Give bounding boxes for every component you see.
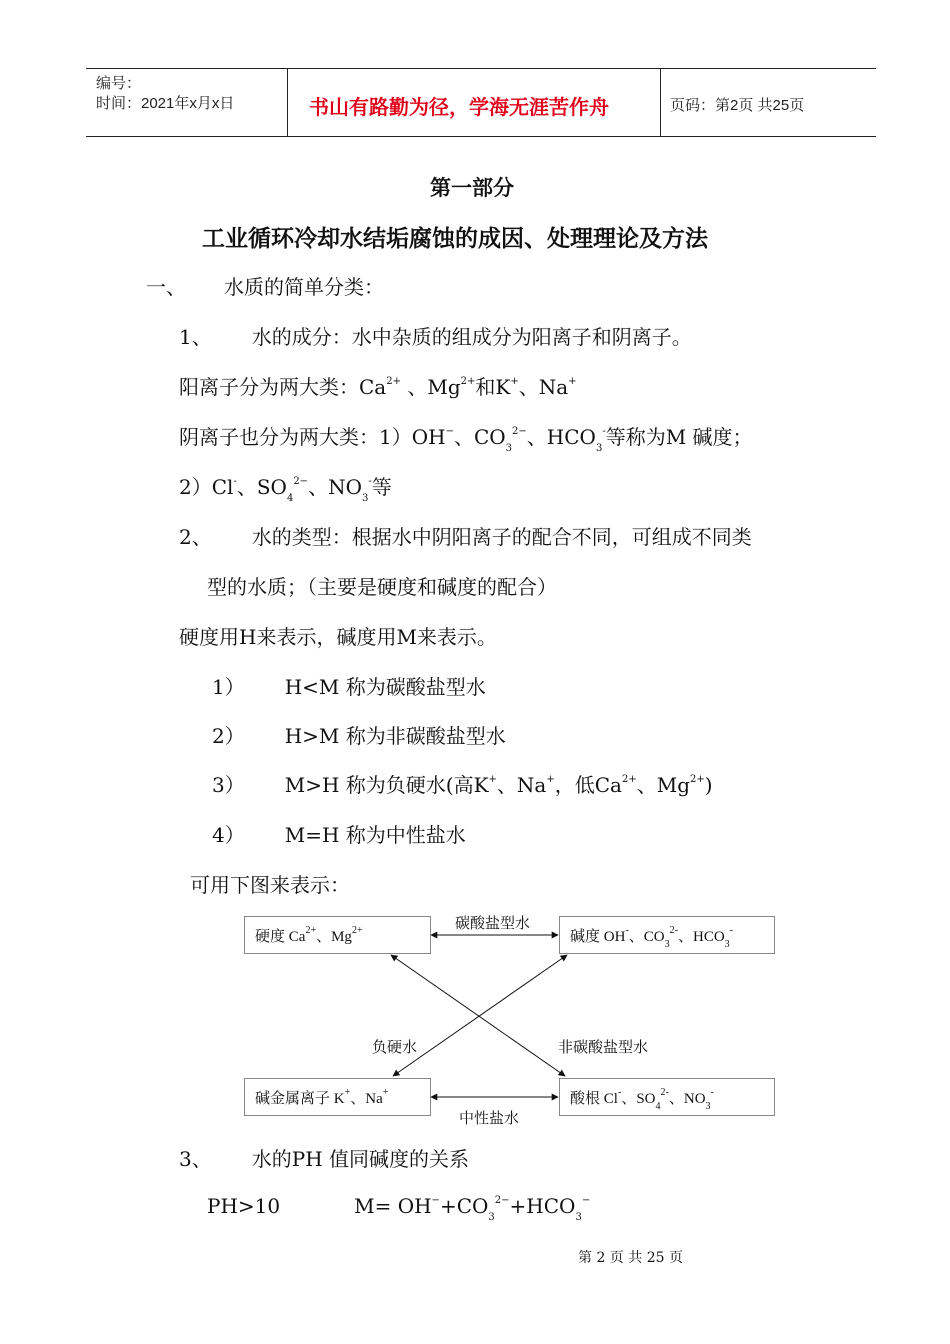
cation-prefix: 阳离子分为两大类： [179, 375, 359, 399]
ion-cl: Cl [603, 1091, 618, 1107]
box-label: 酸根 [570, 1091, 604, 1107]
ion-hco3: +HCO [509, 1194, 576, 1218]
ion-cl-charge: - [617, 1087, 622, 1098]
main-title: 工业循环冷却水结垢腐蚀的成因、处理理论及方法 [202, 226, 708, 252]
anion2-prefix: 2） [179, 475, 212, 499]
item3-text: 水的PH 值同碱度的关系 [251, 1147, 469, 1171]
label-carbonate-water: 碳酸盐型水 [455, 914, 531, 932]
ion-no3-index: 3 [705, 1101, 711, 1112]
ion-ca: Ca [288, 929, 306, 945]
arrow-negative-hardness [393, 955, 567, 1076]
separator: 、 [621, 1091, 637, 1107]
ion-so4-index: 4 [286, 493, 294, 504]
type-text: M>H 称为负硬水(高 [284, 773, 474, 797]
ion-no3-charge: - [368, 476, 372, 488]
ion-k: K [473, 773, 489, 797]
type-text: ) [704, 773, 713, 797]
type-text: M=H 称为中性盐水 [284, 823, 466, 847]
anion-prefix: 阴离子也分为两大类：1） [179, 425, 412, 449]
ion-hco3-charge: − [581, 1195, 591, 1207]
separator: 、 [518, 375, 539, 399]
ion-hco3-charge: - [602, 426, 606, 438]
ion-k-charge: + [510, 376, 519, 388]
separator: 、 [350, 1091, 366, 1107]
box-label: 碱度 [570, 929, 604, 945]
ion-co3-charge: 2− [512, 426, 527, 438]
ion-so4-charge: 2- [660, 1087, 669, 1098]
ion-mg-charge: 2+ [351, 925, 363, 936]
separator: 、 [526, 425, 547, 449]
ion-ca: Ca [359, 375, 387, 399]
ion-na: Na [365, 1091, 383, 1107]
ion-ca-charge: 2+ [386, 376, 401, 388]
section1-title: 水质的简单分类： [224, 275, 384, 299]
box-acid-radical [559, 1078, 775, 1116]
item2-text: 水的类型：根据水中阴阳离子的配合不同，可组成不同类 [251, 525, 752, 549]
box-alkalinity [559, 916, 775, 954]
item3-num: 3、 [179, 1147, 212, 1171]
ion-mg: Mg [331, 929, 352, 945]
ion-no3-index: 3 [361, 493, 369, 504]
separator: 、 [668, 1091, 684, 1107]
header-motto: 书山有路勤为径，学海无涯苦作舟 [309, 95, 609, 119]
header-number-label: 编号： [96, 75, 142, 92]
section1-num: 一、 [146, 275, 186, 299]
ion-mg-charge: 2+ [460, 376, 476, 388]
separator: 、 [308, 475, 329, 499]
part-title: 第一部分 [430, 176, 514, 200]
ion-oh: OH [603, 929, 626, 945]
ion-ca: Ca [594, 773, 622, 797]
ion-mg-charge: 2+ [690, 774, 705, 786]
ion-so4-index: 4 [655, 1101, 661, 1112]
ion-k-charge: + [344, 1087, 351, 1098]
ion-co3: +CO [439, 1194, 489, 1218]
page-footer: 第 2 页 共 25 页 [578, 1250, 683, 1266]
ion-no3: NO [683, 1091, 706, 1107]
ion-co3: CO [643, 929, 665, 945]
ion-na-charge: + [382, 1087, 389, 1098]
ion-co3-index: 3 [505, 443, 513, 454]
ion-cl: Cl [211, 475, 234, 499]
separator: 、 [316, 929, 332, 945]
box-label: 硬度 [255, 929, 289, 945]
ion-na-charge: + [568, 376, 577, 388]
ion-k-charge: + [488, 774, 497, 786]
arrow-non-carbonate [391, 955, 565, 1076]
ion-hco3: HCO [546, 425, 596, 449]
header-page-label: 页码：第2页 共25页 [670, 97, 805, 114]
conjunction: 和 [475, 375, 496, 399]
box-hardness [244, 916, 431, 954]
ion-no3-charge: - [710, 1087, 714, 1098]
ion-co3-charge: 2- [669, 925, 678, 936]
ion-co3-index: 3 [488, 1212, 495, 1223]
box-label: 碱金属离子 [255, 1091, 334, 1107]
separator: 、 [496, 773, 517, 797]
ion-mg: Mg [656, 773, 691, 797]
separator: 、 [628, 929, 644, 945]
alkalinity-formula: M= OH [354, 1194, 432, 1218]
ph-relation [207, 1194, 591, 1223]
ion-na: Na [516, 773, 547, 797]
ion-na: Na [538, 375, 569, 399]
ion-co3-index: 3 [664, 939, 670, 950]
ion-cl-charge: - [233, 476, 237, 488]
type-num: 3） [212, 773, 245, 797]
ion-ca-charge: 2+ [621, 774, 637, 786]
hm-definition: 硬度用H来表示，碱度用M来表示。 [179, 625, 497, 649]
ion-hco3-index: 3 [595, 443, 603, 454]
item2-continuation: 型的水质；（主要是硬度和碱度的配合） [207, 575, 557, 599]
type-text: H>M 称为非碳酸盐型水 [284, 724, 506, 748]
ion-no3: NO [328, 475, 362, 499]
ion-ca-charge: 2+ [305, 925, 317, 936]
ion-oh-charge: − [445, 426, 454, 438]
ion-mg: Mg [427, 375, 461, 399]
ion-na-charge: + [546, 774, 555, 786]
type-text: H<M 称为碳酸盐型水 [284, 675, 486, 699]
ion-hco3-index: 3 [724, 939, 730, 950]
label-neutral-salt-water: 中性盐水 [459, 1109, 520, 1127]
box-alkali-metal [244, 1078, 431, 1116]
ion-hco3-charge: - [729, 925, 734, 936]
item3 [179, 1143, 469, 1172]
separator: 、 [453, 425, 474, 449]
ion-oh-charge: - [625, 925, 629, 936]
anion-suffix: 等称为M 碱度； [605, 425, 753, 449]
separator: 、 [400, 375, 428, 399]
item1-text: 水的成分：水中杂质的组成分为阳离子和阴离子。 [251, 325, 692, 349]
label-negative-hardness: 负硬水 [372, 1038, 418, 1056]
type-text: ，低 [554, 773, 595, 797]
type-num: 2） [212, 724, 245, 748]
ion-oh: OH [411, 425, 446, 449]
item1-num: 1、 [179, 325, 212, 349]
diagram-intro: 可用下图来表示： [190, 873, 350, 897]
ion-so4-charge: 2− [293, 476, 309, 488]
ion-so4: SO [256, 475, 287, 499]
ion-k: K [333, 1091, 345, 1107]
anion2-suffix: 等 [371, 475, 392, 499]
item2-num: 2、 [179, 525, 212, 549]
ion-hco3-index: 3 [575, 1212, 582, 1223]
ion-k: K [495, 375, 511, 399]
ion-oh-charge: − [431, 1195, 440, 1207]
separator: 、 [677, 929, 693, 945]
type-num: 1） [212, 675, 245, 699]
ph-condition: PH>10 [207, 1194, 281, 1218]
separator: 、 [236, 475, 257, 499]
separator: 、 [636, 773, 657, 797]
ion-so4: SO [636, 1091, 656, 1107]
type-num: 4） [212, 823, 245, 847]
ion-co3: CO [473, 425, 506, 449]
ion-hco3: HCO [693, 929, 725, 945]
ion-co3-charge: 2− [494, 1195, 510, 1207]
label-non-carbonate-water: 非碳酸盐型水 [558, 1038, 649, 1056]
header-time-label: 时间：2021年x月x日 [96, 95, 235, 112]
